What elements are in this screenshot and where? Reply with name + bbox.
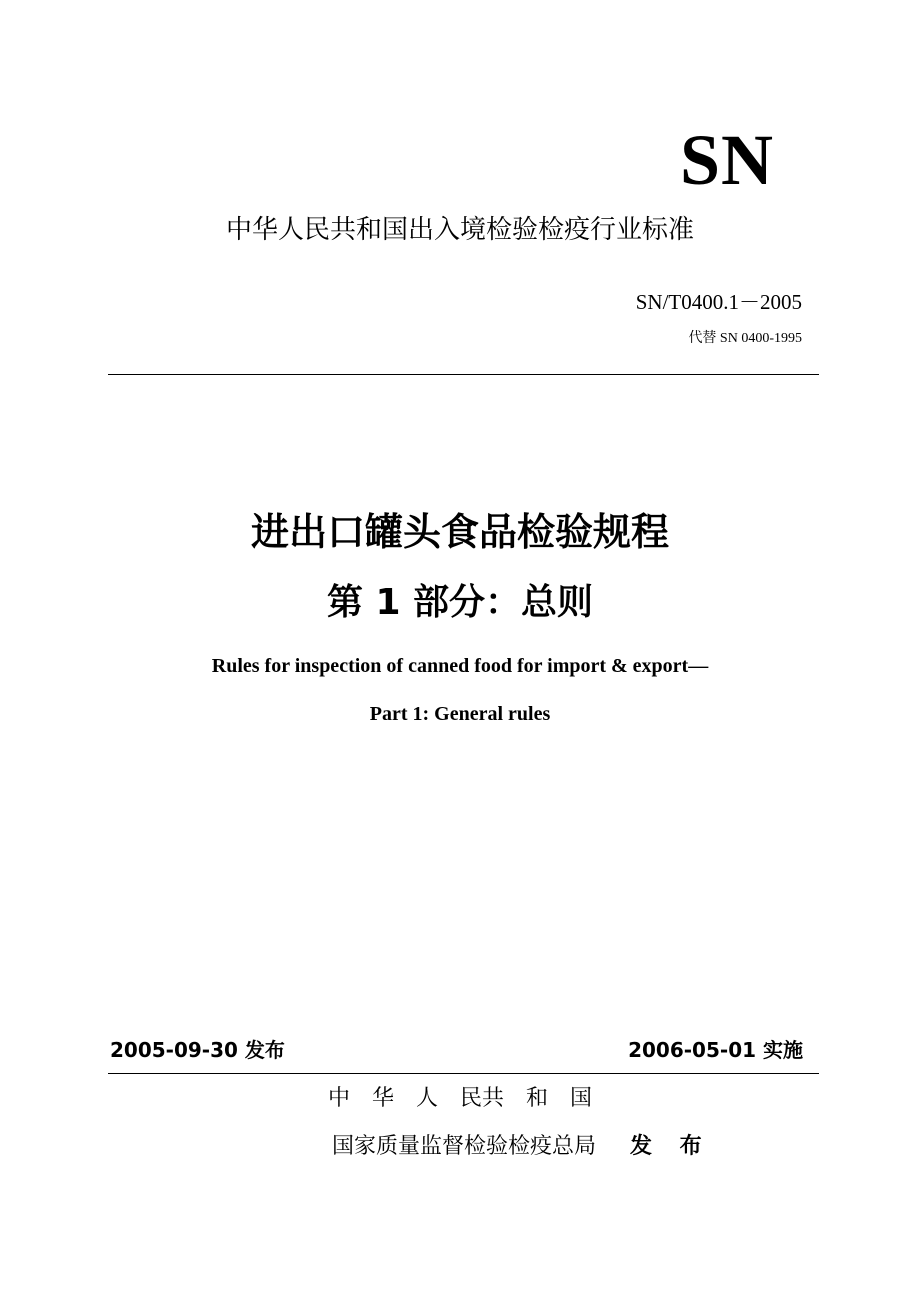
- sn-logo: SN: [679, 120, 774, 200]
- country-char: 中: [327, 1086, 350, 1111]
- organization-heading: 中华人民共和国出入境检验检疫行业标准: [225, 215, 694, 245]
- issue-date: 2005-09-30 发布: [110, 1038, 285, 1062]
- subtitle-english: Part 1: General rules: [369, 703, 551, 725]
- country-char: 国: [570, 1086, 593, 1111]
- publish-label: 发 布: [630, 1134, 712, 1159]
- country-char: 华: [371, 1086, 394, 1111]
- top-divider: [108, 374, 819, 375]
- subtitle-chinese: 第 1 部分：总则: [326, 582, 594, 623]
- country-char: 和: [526, 1086, 549, 1111]
- implementation-date: 2006-05-01 实施: [628, 1038, 803, 1062]
- country-char: 人: [415, 1086, 438, 1111]
- standard-code: SN/T0400.1－2005: [635, 290, 802, 314]
- bottom-divider: [108, 1073, 819, 1074]
- replaces-standard: 代替 SN 0400-1995: [688, 331, 802, 346]
- issuer-line: [332, 1132, 712, 1162]
- title-english: Rules for inspection of canned food for import & export—: [211, 655, 709, 677]
- country-char: 共: [482, 1086, 505, 1111]
- country-name: [0, 1084, 920, 1114]
- title-chinese: 进出口罐头食品检验规程: [250, 510, 669, 554]
- country-char: 民: [459, 1086, 482, 1111]
- issuing-authority: 国家质量监督检验检疫总局: [332, 1134, 597, 1159]
